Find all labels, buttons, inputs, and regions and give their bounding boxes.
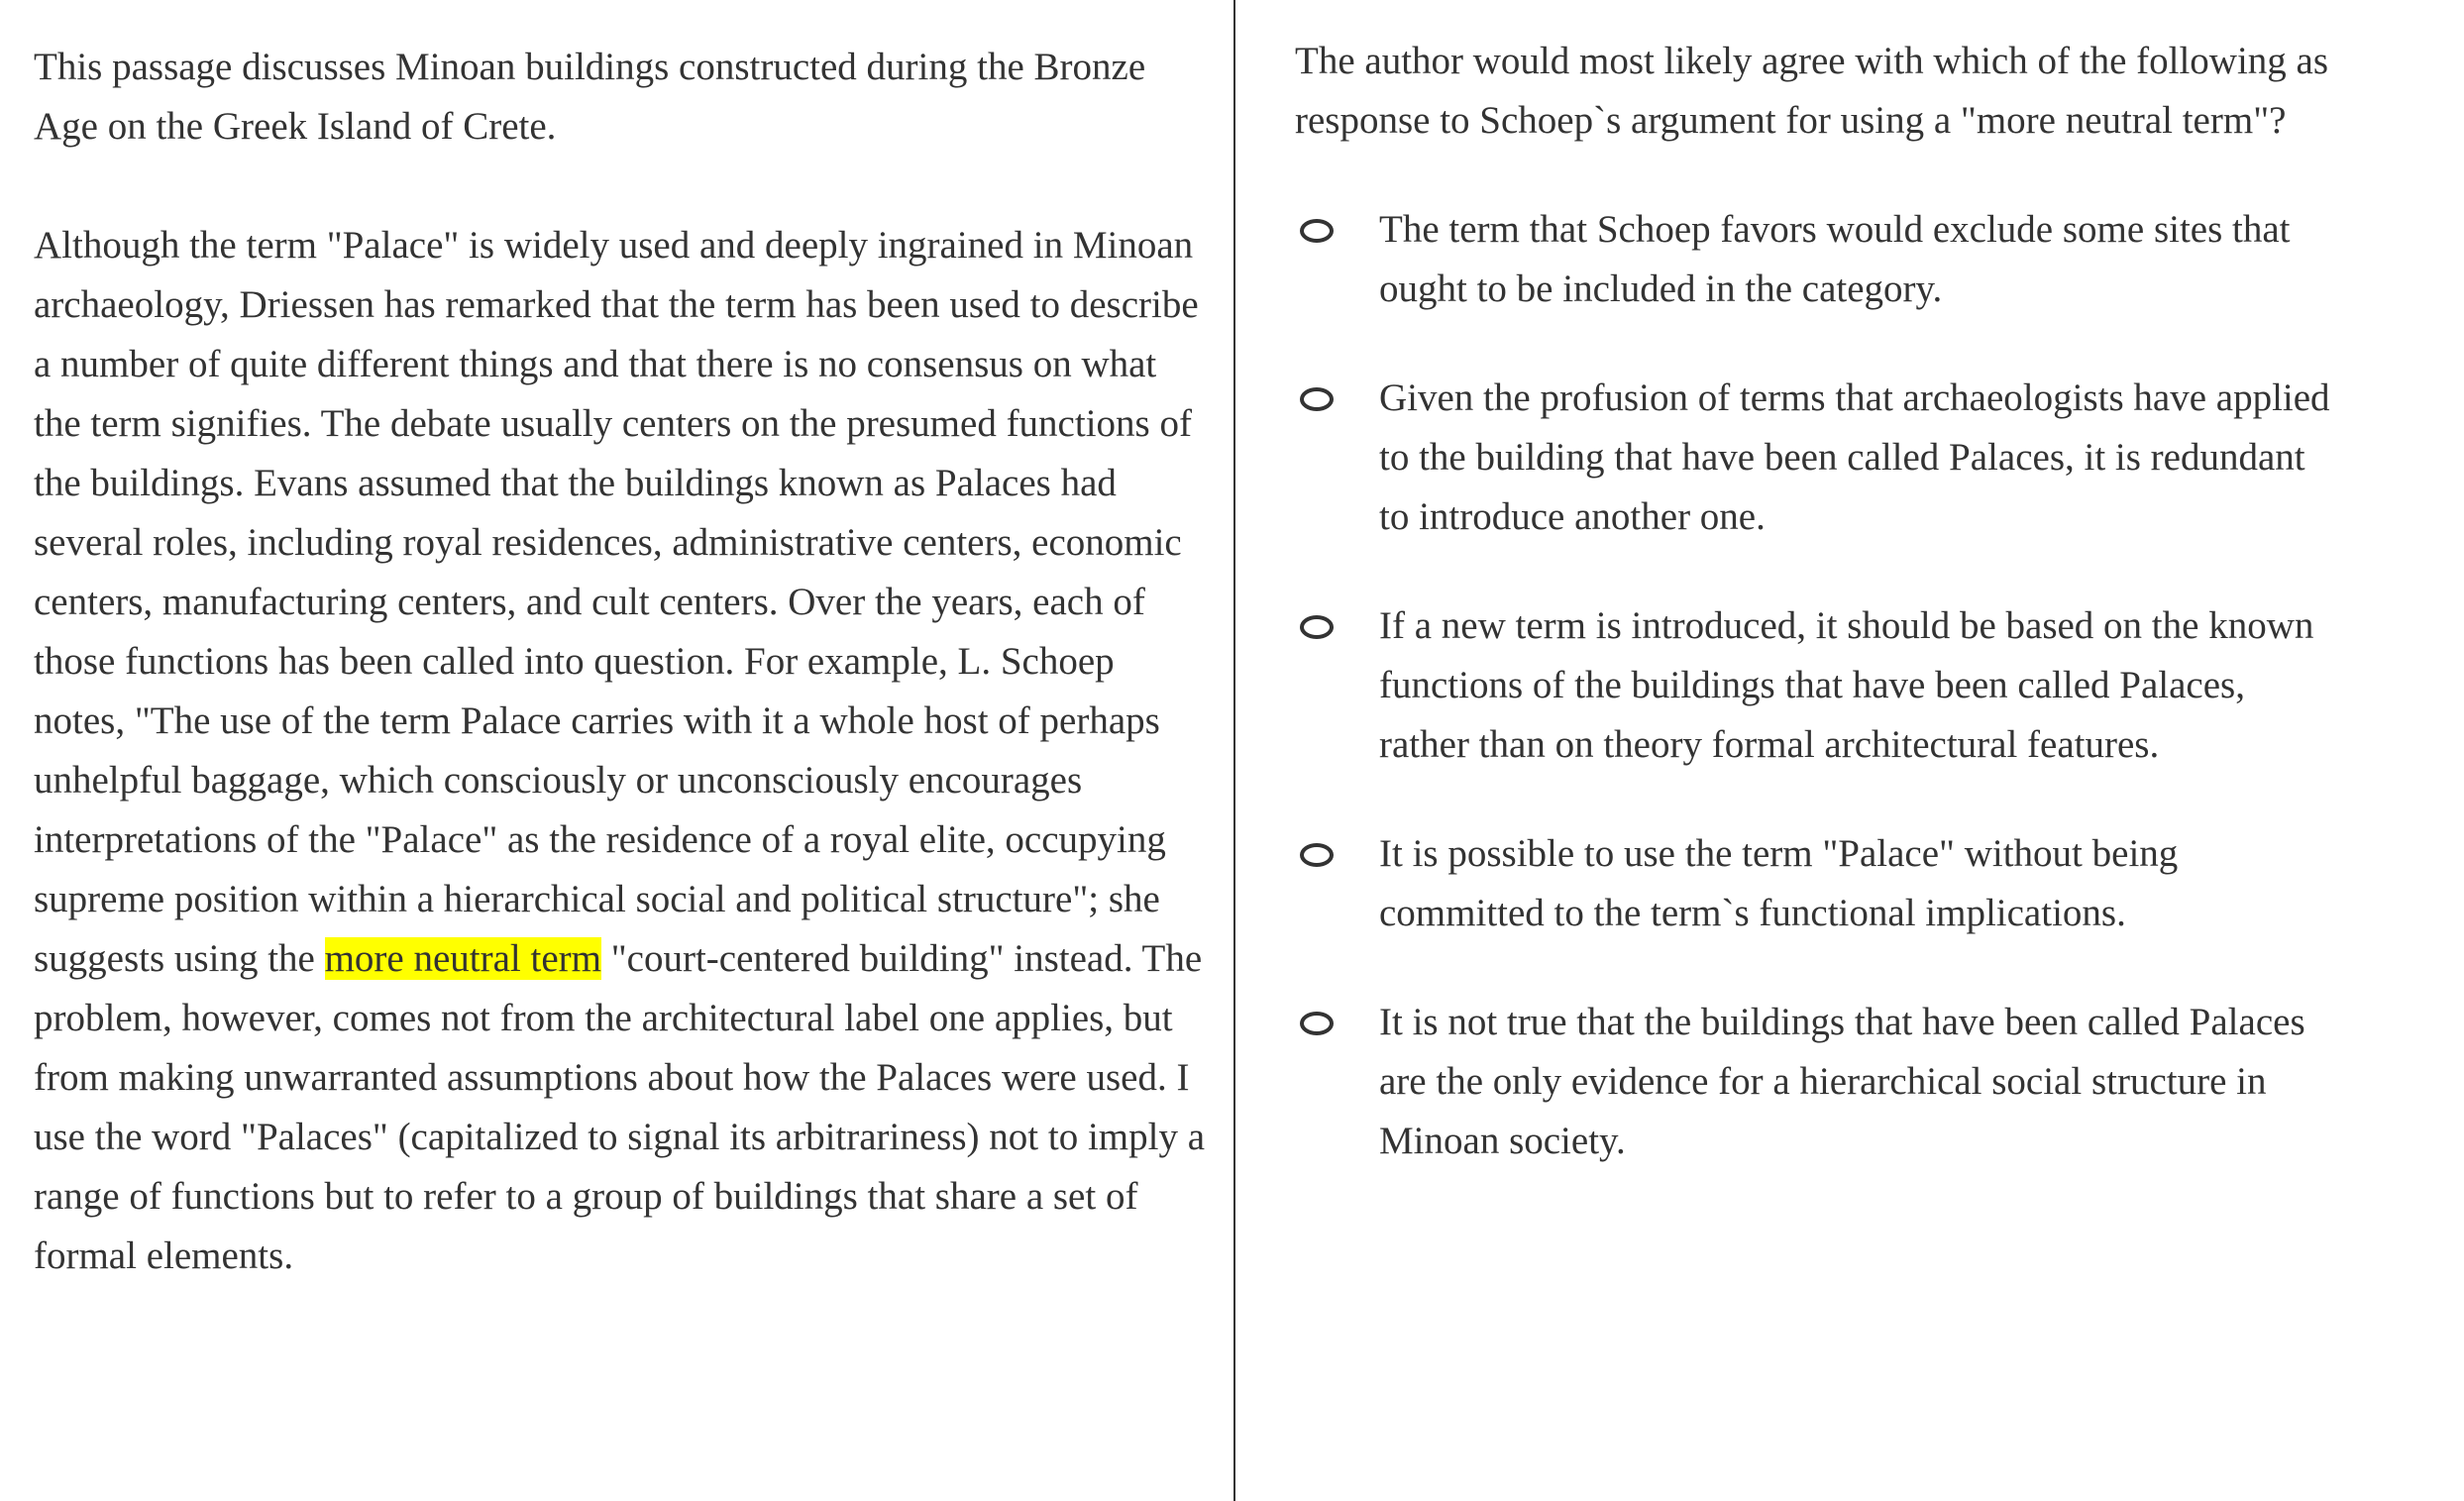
question-stem: The author would most likely agree with which of the following as response to Schoep`s argument for using a "more neutral term"? xyxy=(1295,40,2329,142)
answer-option-d[interactable] xyxy=(1295,824,2464,943)
answer-option-label: If a new term is introduced, it should be based on the known functions of the buildings that have been called Palaces, rather than on theory formal architectural features. xyxy=(1379,604,2314,766)
answer-option-e[interactable] xyxy=(1295,993,2464,1171)
answer-option-label: It is not true that the buildings that have been called Palaces are the only evidence for a hierarchical social structure in Minoan society. xyxy=(1379,1001,2305,1162)
highlighted-phrase: more neutral term xyxy=(324,937,601,980)
passage-text-after-highlight: "court-centered building" instead. The problem, however, comes not from the architectural label one applies, but from making unwarranted assumptions about how the Palaces were used. I use the word "Palaces" (capitalized to signal its arbitrariness) not to imply a range of functions but to refer to a group of buildings that share a set of formal elements. xyxy=(34,937,1206,1277)
answer-option-label: The term that Schoep favors would exclude some sites that ought to be included in the category. xyxy=(1379,208,2291,310)
passage-body xyxy=(34,216,1208,1286)
answer-option-b[interactable] xyxy=(1295,369,2464,547)
passage-intro: This passage discusses Minoan buildings constructed during the Bronze Age on the Greek Island of Crete. xyxy=(34,46,1146,148)
pane-divider[interactable] xyxy=(1233,0,1235,1501)
radio-button-c[interactable] xyxy=(1300,615,1334,639)
answer-option-label: Given the profusion of terms that archaeologists have applied to the building that have been called Palaces, it is redundant to introduce another one. xyxy=(1379,376,2330,538)
passage-text-before-highlight: Although the term "Palace" is widely used and deeply ingrained in Minoan archaeology, Driessen has remarked that the term has been used to describe a number of quite different things and that there is no consensus on what the term signifies. The debate usually centers on the presumed functions of the buildings. Evans assumed that the buildings known as Palaces had several roles, including royal residences, administrative centers, economic centers, manufacturing centers, and cult centers. Over the years, each of those functions has been called into question. For example, L. Schoep notes, "The use of the term Palace carries with it a whole host of perhaps unhelpful baggage, which consciously or unconsciously encourages interpretations of the "Palace" as the residence of a royal elite, occupying supreme position within a hierarchical social and political structure"; she suggests using the xyxy=(34,224,1199,980)
answer-options xyxy=(1295,200,2464,1171)
answer-option-c[interactable] xyxy=(1295,596,2464,775)
radio-button-e[interactable] xyxy=(1300,1012,1334,1035)
radio-button-a[interactable] xyxy=(1300,219,1334,243)
radio-button-b[interactable] xyxy=(1300,387,1334,411)
radio-button-d[interactable] xyxy=(1300,843,1334,867)
answer-option-label: It is possible to use the term "Palace" without being committed to the term`s functional implications. xyxy=(1379,832,2179,934)
answer-option-a[interactable] xyxy=(1295,200,2464,319)
question-pane xyxy=(1250,0,2464,1501)
